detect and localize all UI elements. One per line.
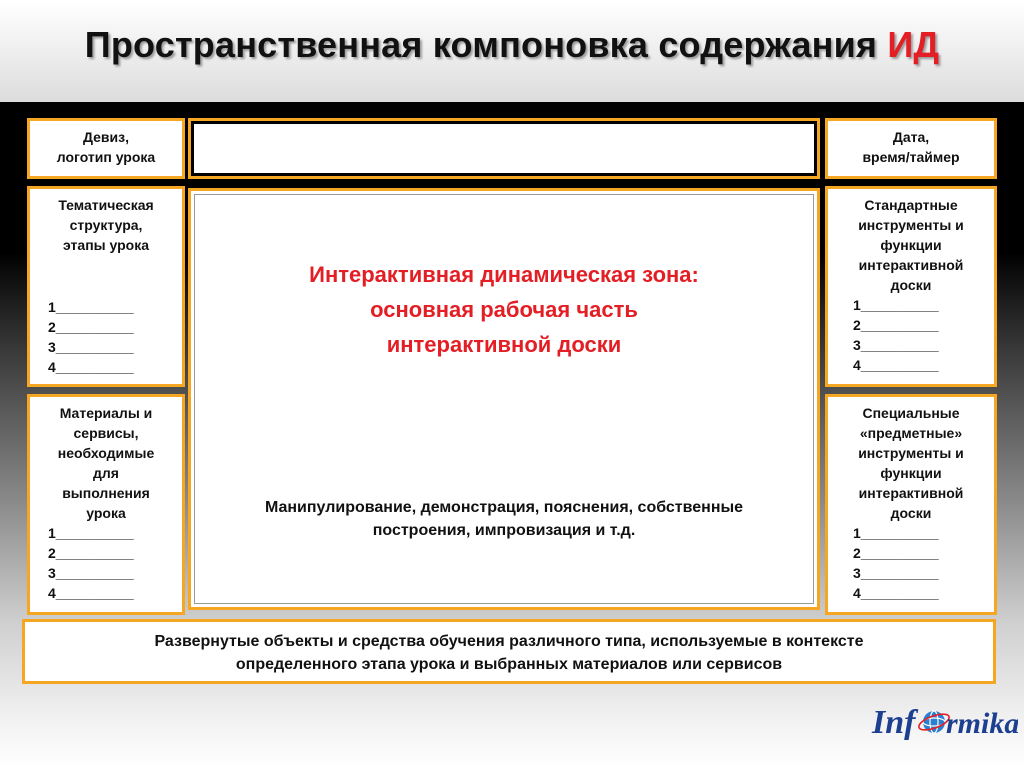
- interactive-heading-line: основная рабочая часть: [370, 297, 638, 322]
- list-item: 2__________: [853, 317, 939, 333]
- standard-tools-line: Стандартные: [864, 197, 958, 213]
- special-tools-box: [825, 394, 997, 615]
- deployed-objects-line2: определенного этапа урока и выбранных материалов или сервисов: [235, 656, 783, 673]
- list-item: 4__________: [853, 357, 939, 373]
- list-item: 1__________: [853, 297, 939, 313]
- list-item: 4__________: [48, 359, 134, 375]
- motto-line2: логотип урока: [56, 149, 156, 165]
- date-line2: время/таймер: [862, 149, 960, 165]
- materials-line: выполнения: [62, 485, 150, 501]
- slide-title: [0, 24, 1024, 66]
- materials-line: урока: [86, 505, 126, 521]
- standard-tools-line: интерактивной: [858, 257, 964, 273]
- reference-zone-inner: [194, 124, 814, 173]
- special-tools-line: интерактивной: [858, 485, 964, 501]
- list-item: 3__________: [48, 565, 134, 581]
- motto-line1: Девиз,: [83, 129, 129, 145]
- informika-logo: [868, 697, 1018, 747]
- list-item: 2__________: [48, 319, 134, 335]
- thematic-line: структура,: [69, 217, 143, 233]
- list-item: 2__________: [48, 545, 134, 561]
- materials-line: необходимые: [57, 445, 155, 461]
- standard-tools-line: функции: [880, 237, 942, 253]
- materials-line: Материалы и: [59, 405, 153, 421]
- special-tools-line: доски: [890, 505, 932, 521]
- list-item: 3__________: [853, 565, 939, 581]
- manipulation-line: построения, импровизация и т.д.: [372, 522, 636, 539]
- list-item: 4__________: [48, 585, 134, 601]
- special-tools-line: Специальные: [862, 405, 960, 421]
- slide-title-accent: ИД: [887, 24, 940, 65]
- special-tools-line: «предметные»: [859, 425, 963, 441]
- manipulation-line: Манипулирование, демонстрация, пояснения, собственные: [264, 499, 744, 516]
- materials-line: сервисы,: [73, 425, 139, 441]
- date-timer-box: [825, 118, 997, 179]
- interactive-heading-line: Интерактивная динамическая зона:: [309, 262, 699, 287]
- deployed-objects-line1: Развернутые объекты и средства обучения различного типа, используемые в контексте: [154, 633, 864, 650]
- informika-logo-mark: [868, 697, 1018, 747]
- standard-tools-line: инструменты и: [858, 217, 964, 233]
- materials-services-box: [27, 394, 185, 615]
- list-item: 4__________: [853, 585, 939, 601]
- list-item: 1__________: [48, 299, 134, 315]
- standard-tools-line: доски: [890, 277, 932, 293]
- standard-tools-box: [825, 186, 997, 387]
- list-item: 1__________: [853, 525, 939, 541]
- spacer: [30, 255, 182, 297]
- logo-text-before: Inf: [872, 704, 916, 741]
- interactive-heading-line: интерактивной доски: [386, 332, 622, 357]
- materials-line: для: [93, 465, 119, 481]
- interactive-zone-inner: [194, 194, 814, 604]
- thematic-structure-box: [27, 186, 185, 387]
- interactive-zone: [188, 188, 820, 610]
- interactive-zone-heading: [191, 257, 817, 362]
- list-item: 3__________: [853, 337, 939, 353]
- list-item: 2__________: [853, 545, 939, 561]
- thematic-line: этапы урока: [63, 237, 149, 253]
- list-item: 3__________: [48, 339, 134, 355]
- manipulation-text: [191, 496, 817, 542]
- special-tools-line: функции: [880, 465, 942, 481]
- slide-title-main: Пространственная компоновка содержания: [84, 24, 878, 65]
- date-line1: Дата,: [892, 129, 930, 145]
- special-tools-line: инструменты и: [858, 445, 964, 461]
- thematic-line: Тематическая: [58, 197, 154, 213]
- motto-logo-box: [27, 118, 185, 179]
- logo-text-after: rmika: [946, 707, 1018, 740]
- list-item: 1__________: [48, 525, 134, 541]
- deployed-objects-box: [22, 619, 996, 684]
